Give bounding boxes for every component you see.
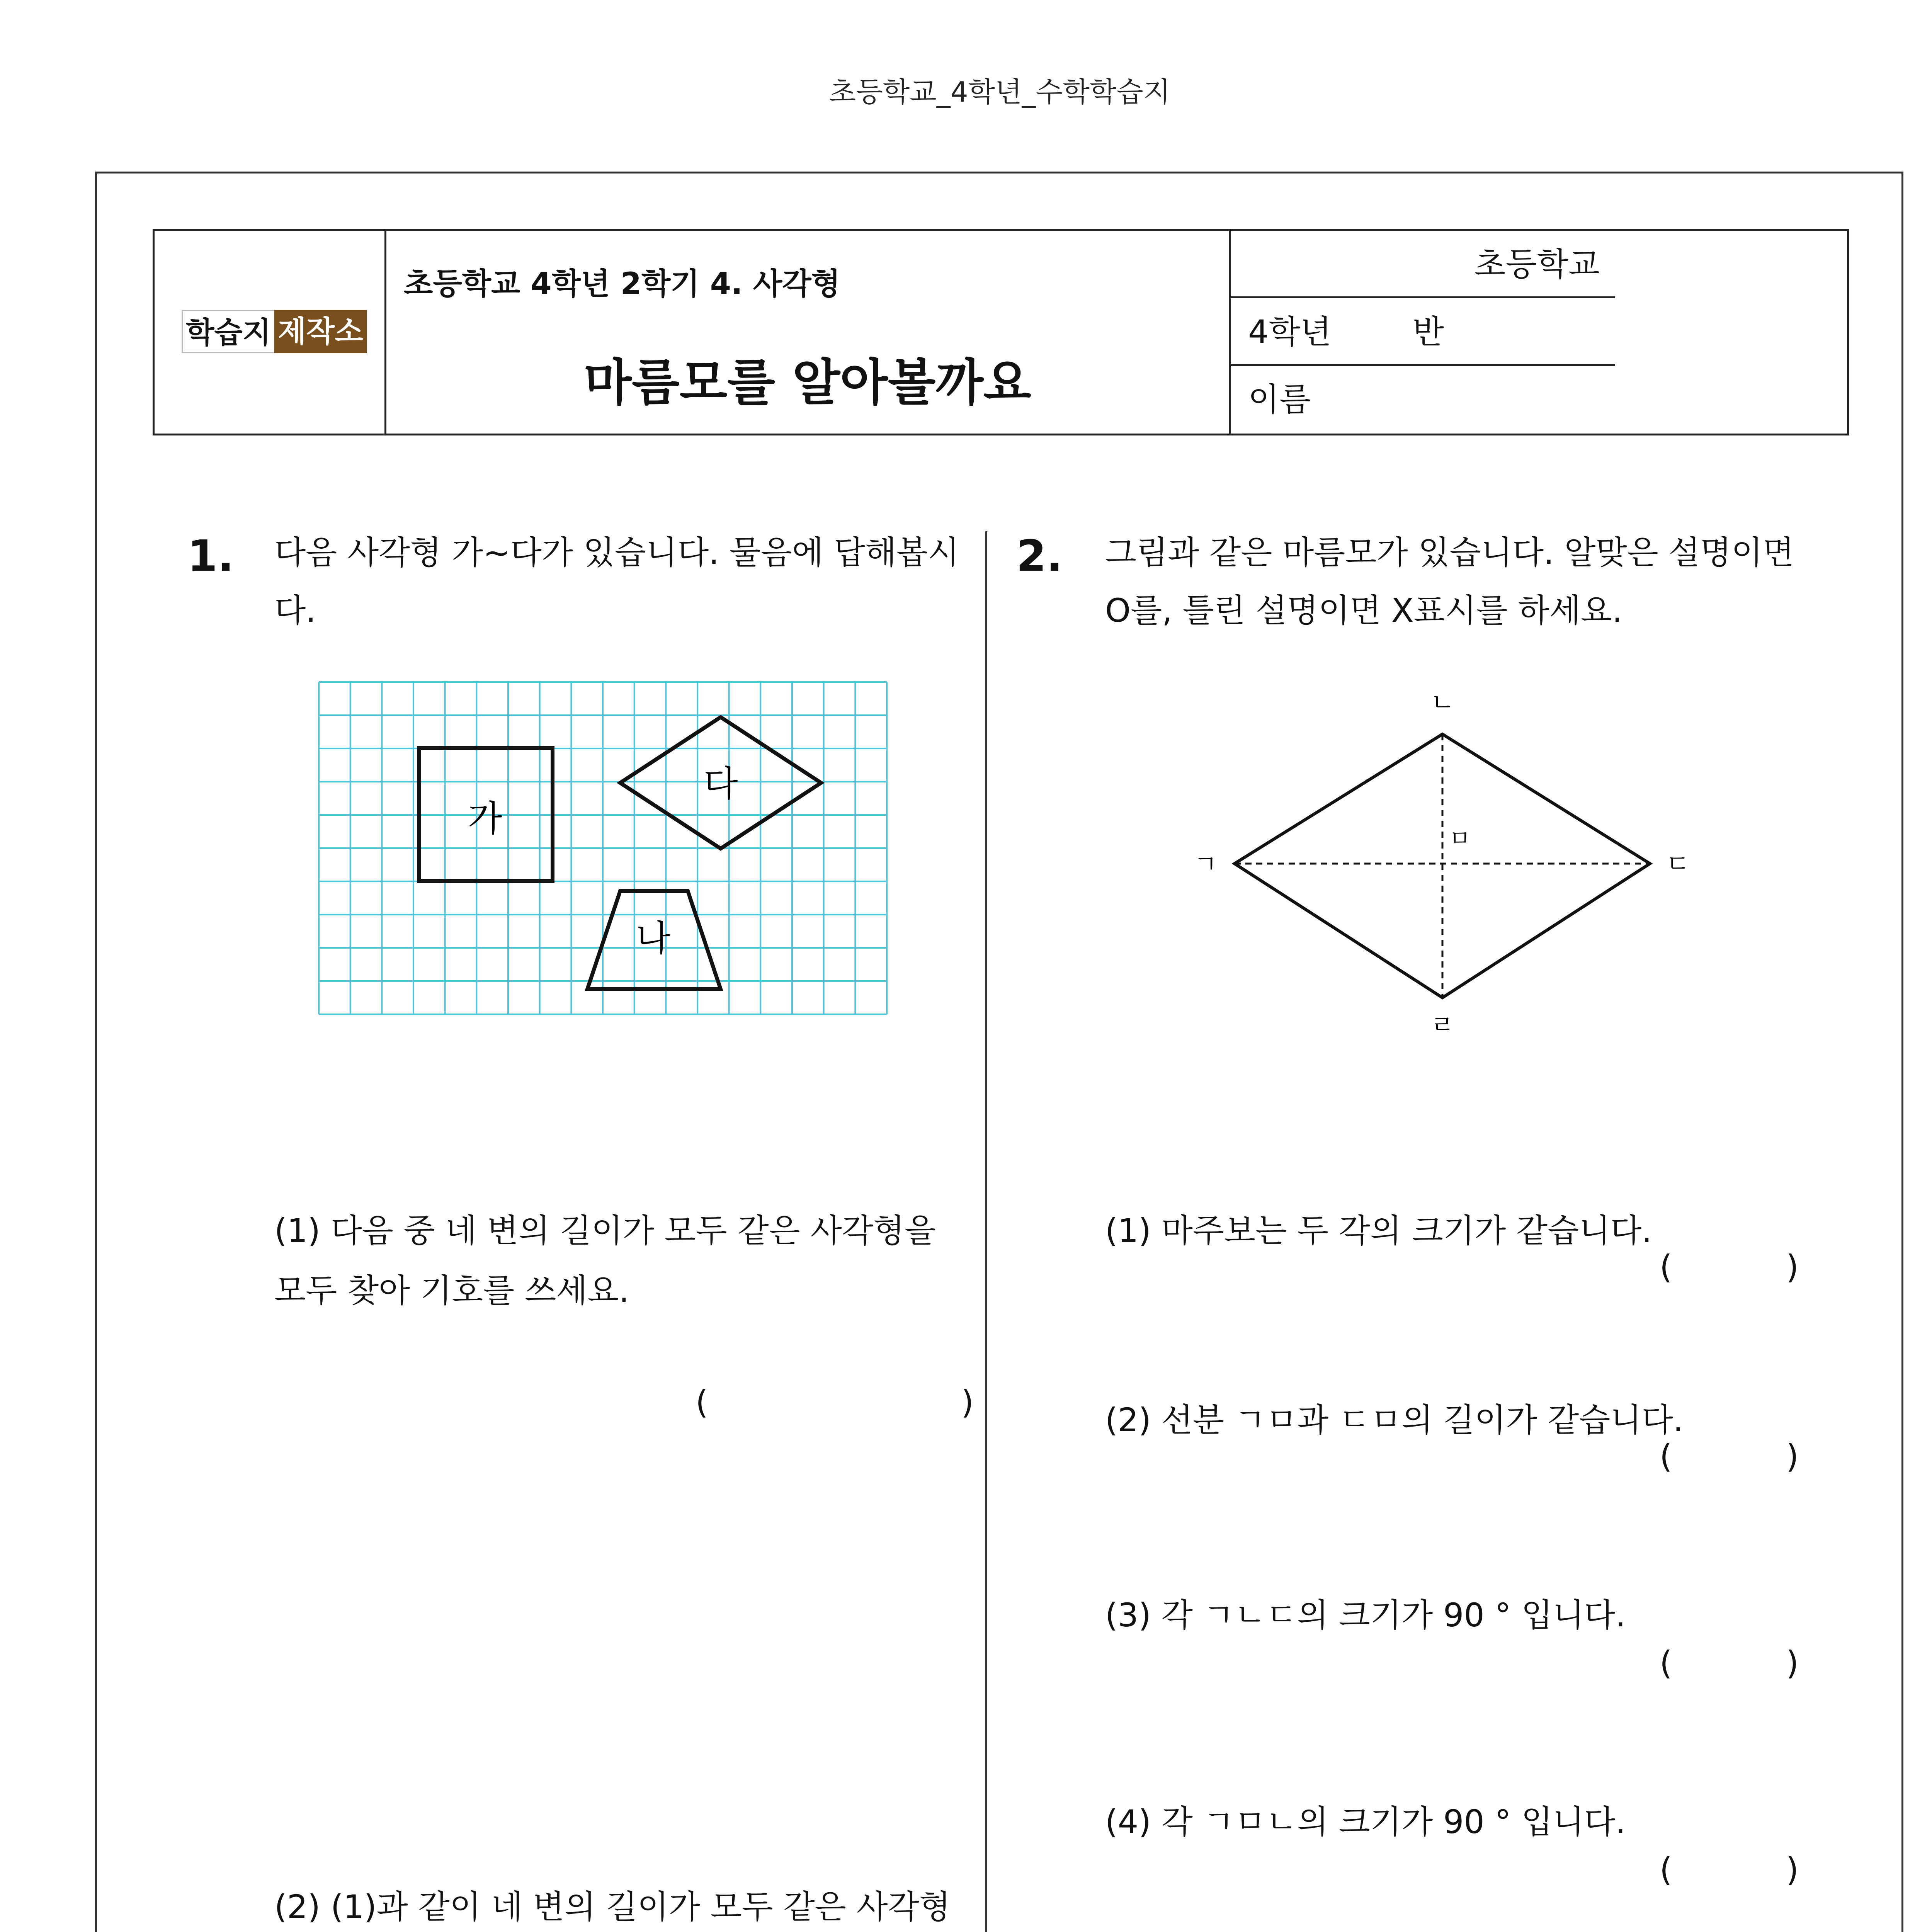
logo-text-part2: 제작소 [274, 310, 367, 353]
worksheet-header [153, 229, 1849, 435]
shape-ga-label: 가 [468, 798, 502, 839]
q2-item4-answer-blank[interactable] [1660, 1851, 1799, 1897]
answer-open-paren: ( [1660, 1851, 1672, 1889]
q1-shapes-grid-figure [317, 680, 889, 1020]
grade-label: 4학년 [1248, 313, 1332, 351]
q2-item3-text: (3) 각 ㄱㄴㄷ의 크기가 90 ° 입니다. [1105, 1596, 1626, 1634]
class-label: 반 [1412, 313, 1444, 351]
shape-da-label: 다 [703, 763, 738, 804]
vertex-top-label: ㄴ [1430, 689, 1454, 717]
q1-sub1-answer-blank[interactable] [696, 1383, 974, 1430]
q1-text-line2: 다. [274, 592, 316, 629]
running-header: 초등학교_4학년_수학학습지 [829, 76, 1170, 108]
answer-close-paren: ) [1786, 1851, 1799, 1889]
school-field[interactable] [1231, 231, 1615, 298]
name-label: 이름 [1248, 381, 1311, 418]
logo-text-part1: 학습지 [182, 310, 274, 353]
lesson-title: 마름모를 알아볼까요 [584, 354, 1031, 412]
q1-sub1-line2: 모두 찾아 기호를 쓰세요. [274, 1272, 629, 1310]
q2-item2-text: (2) 선분 ㄱㅁ과 ㄷㅁ의 길이가 같습니다. [1105, 1401, 1684, 1439]
q1-number: 1. [187, 531, 234, 582]
vertex-left-label: ㄱ [1194, 850, 1218, 879]
shape-na-label: 나 [636, 918, 670, 959]
student-info-cell [1231, 231, 1615, 434]
vertex-bottom-label: ㄹ [1430, 1011, 1454, 1040]
q2-number: 2. [1016, 531, 1063, 582]
answer-close-paren: ) [1786, 1644, 1799, 1682]
q2-item4-text: (4) 각 ㄱㅁㄴ의 크기가 90 ° 입니다. [1105, 1803, 1626, 1841]
answer-open-paren: ( [1660, 1437, 1672, 1475]
q2-text-line1: 그림과 같은 마름모가 있습니다. 알맞은 설명이면 [1105, 534, 1794, 571]
q1-text-line1: 다음 사각형 가~다가 있습니다. 물음에 답해봅시 [274, 534, 959, 571]
q2-item1-answer-blank[interactable] [1660, 1248, 1799, 1294]
q1-sub2-line1: (2) (1)과 같이 네 변의 길이가 모두 같은 사각형 [274, 1888, 951, 1926]
q2-item2-answer-blank[interactable] [1660, 1437, 1799, 1484]
page-frame [95, 172, 1903, 1932]
answer-open-paren: ( [1660, 1644, 1672, 1682]
grade-class-field[interactable] [1231, 298, 1615, 366]
answer-close-paren: ) [1786, 1437, 1799, 1475]
logo [182, 310, 367, 353]
center-label: ㅁ [1449, 825, 1471, 852]
vertex-right-label: ㄷ [1666, 850, 1690, 879]
column-divider [985, 531, 987, 1932]
school-label: 초등학교 [1474, 245, 1600, 283]
q2-item3-answer-blank[interactable] [1660, 1644, 1799, 1690]
logo-cell [155, 231, 386, 434]
answer-close-paren: ) [1786, 1248, 1799, 1286]
answer-open-paren: ( [696, 1383, 708, 1421]
answer-open-paren: ( [1660, 1248, 1672, 1286]
q2-item1-text: (1) 마주보는 두 각의 크기가 같습니다. [1105, 1212, 1652, 1250]
grid-lines [319, 682, 887, 1014]
name-field[interactable] [1231, 366, 1615, 434]
q2-text-line2: O를, 틀린 설명이면 X표시를 하세요. [1105, 592, 1622, 629]
q1-sub1-line1: (1) 다음 중 네 변의 길이가 모두 같은 사각형을 [274, 1212, 936, 1250]
course-label: 초등학교 4학년 2학기 4. 사각형 [404, 267, 840, 301]
q2-rhombus-figure [1179, 684, 1719, 1051]
title-cell [386, 231, 1231, 434]
answer-close-paren: ) [961, 1383, 974, 1421]
